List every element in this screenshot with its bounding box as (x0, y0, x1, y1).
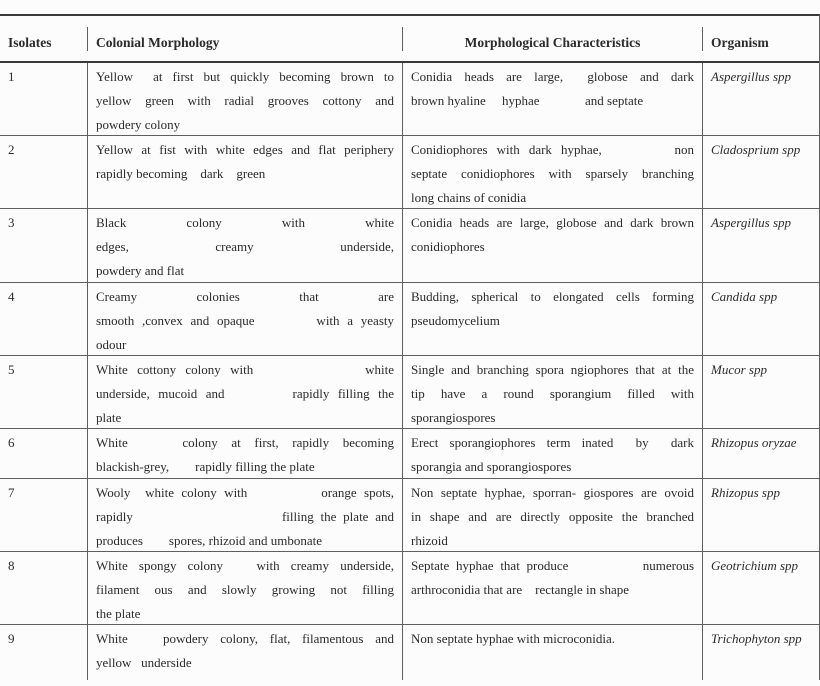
isolate-number: 7 (8, 485, 15, 500)
organism-cell (703, 479, 819, 551)
text-line: arthroconidia that are rectangle in shape (411, 582, 630, 597)
isolate-number: 3 (8, 215, 15, 230)
table-row (0, 208, 819, 282)
text-line: conidiophores (411, 239, 485, 254)
characteristics-cell (403, 136, 703, 208)
colonial-morphology-cell (88, 479, 403, 551)
organism-cell (703, 136, 819, 208)
text-line: Black colony with white (96, 215, 394, 230)
text-line: edges, creamy underside, (96, 239, 394, 254)
characteristics-cell (403, 356, 703, 428)
characteristics-cell (403, 552, 703, 624)
organism-name: Cladosprium spp (711, 142, 801, 157)
isolate-cell (0, 209, 88, 282)
organism-cell (703, 625, 819, 680)
text-line: Wooly white colony with orange spots, (96, 485, 394, 500)
text-line: filament ous and slowly growing not filling (96, 582, 394, 597)
isolate-cell (0, 552, 88, 624)
characteristics-cell (403, 283, 703, 355)
text-line: blackish-grey, rapidly filling the plate (96, 459, 315, 474)
text-line: rapidly becoming dark green (96, 166, 266, 181)
table-row (0, 551, 819, 624)
text-line: underside, mucoid and rapidly filling the (96, 386, 394, 401)
isolate-cell (0, 625, 88, 680)
table-body (0, 63, 819, 680)
colonial-morphology-cell (88, 63, 403, 135)
text-line: Conidia heads are large, globose and dark (411, 69, 694, 84)
text-line: rhizoid (411, 533, 448, 548)
colonial-morphology-cell (88, 356, 403, 428)
text-line: odour (96, 337, 127, 352)
table-row (0, 478, 819, 551)
characteristics-cell (403, 209, 703, 282)
isolate-number: 1 (8, 69, 15, 84)
characteristics-cell (403, 479, 703, 551)
colonial-morphology-cell (88, 209, 403, 282)
text-line: pseudomycelium (411, 313, 500, 328)
text-line: long chains of conidia (411, 190, 527, 205)
isolates-table (0, 14, 820, 680)
isolate-number: 5 (8, 362, 15, 377)
isolate-cell (0, 429, 88, 478)
organism-name: Trichophyton spp (711, 631, 802, 646)
colonial-morphology-cell (88, 283, 403, 355)
isolate-number: 8 (8, 558, 15, 573)
text-line: Creamy colonies that are (96, 289, 394, 304)
characteristics-cell (403, 625, 703, 680)
isolate-cell (0, 283, 88, 355)
organism-name: Aspergillus spp (711, 215, 792, 230)
organism-name: Mucor spp (711, 362, 767, 377)
text-line: Budding, spherical to elongated cells forming (411, 289, 694, 304)
organism-name: Rhizopus oryzae (711, 435, 797, 450)
text-line: sporangiospores (411, 410, 496, 425)
isolate-number: 9 (8, 631, 15, 646)
colonial-morphology-cell (88, 625, 403, 680)
text-line: Single and branching spora ngiophores that at the (411, 362, 694, 377)
text-line: sporangia and sporangiospores (411, 459, 572, 474)
isolate-number: 6 (8, 435, 15, 450)
column-header-morphological-characteristics: Morphological Characteristics (403, 27, 703, 51)
text-line: Non septate hyphae, sporran- giospores are ovoid (411, 485, 694, 500)
text-line: Non septate hyphae with microconidia. (411, 631, 615, 646)
isolate-cell (0, 63, 88, 135)
table-row (0, 282, 819, 355)
text-line: rapidly filling the plate and (96, 509, 394, 524)
text-line: in shape and are directly opposite the branched (411, 509, 694, 524)
column-header-isolates: Isolates (0, 27, 88, 51)
characteristics-cell (403, 63, 703, 135)
organism-cell (703, 429, 819, 478)
text-line: Yellow at fist with white edges and flat periphery (96, 142, 394, 157)
table-row (0, 355, 819, 428)
organism-name: Rhizopus spp (711, 485, 780, 500)
text-line: produces spores, rhizoid and umbonate (96, 533, 323, 548)
text-line: White cottony colony with white (96, 362, 394, 377)
text-line: septate conidiophores with sparsely branching (411, 166, 694, 181)
organism-cell (703, 356, 819, 428)
organism-cell (703, 63, 819, 135)
table-row (0, 63, 819, 135)
organism-cell (703, 283, 819, 355)
text-line: tip have a round sporangium filled with (411, 386, 694, 401)
text-line: the plate (96, 606, 141, 621)
text-line: White colony at first, rapidly becoming (96, 435, 394, 450)
document-page (0, 14, 820, 686)
isolate-number: 2 (8, 142, 15, 157)
organism-name: Candida spp (711, 289, 778, 304)
text-line: Septate hyphae that produce numerous (411, 558, 694, 573)
text-line: yellow underside (96, 655, 192, 670)
table-header-row (0, 16, 819, 63)
text-line: plate (96, 410, 122, 425)
text-line: powdery colony (96, 117, 181, 132)
isolate-cell (0, 136, 88, 208)
table-row (0, 135, 819, 208)
text-line: yellow green with radial grooves cottony and (96, 93, 394, 108)
isolate-cell (0, 356, 88, 428)
text-line: Erect sporangiophores term inated by dark (411, 435, 694, 450)
colonial-morphology-cell (88, 552, 403, 624)
column-header-organism: Organism (711, 34, 769, 50)
table-row (0, 624, 819, 680)
colonial-morphology-cell (88, 429, 403, 478)
organism-name: Geotrichium spp (711, 558, 799, 573)
text-line: Conidia heads are large, globose and dark brown (411, 215, 694, 230)
isolate-number: 4 (8, 289, 15, 304)
text-line: brown hyaline hyphae and septate (411, 93, 644, 108)
column-header-colonial-morphology: Colonial Morphology (88, 27, 403, 51)
text-line: smooth ,convex and opaque with a yeasty (96, 313, 394, 328)
table-row (0, 428, 819, 478)
text-line: Yellow at first but quickly becoming brown to (96, 69, 394, 84)
text-line: White spongy colony with creamy underside, (96, 558, 394, 573)
isolate-cell (0, 479, 88, 551)
organism-cell (703, 552, 819, 624)
text-line: Conidiophores with dark hyphae, non (411, 142, 694, 157)
characteristics-cell (403, 429, 703, 478)
colonial-morphology-cell (88, 136, 403, 208)
organism-name: Aspergillus spp (711, 69, 792, 84)
text-line: powdery and flat (96, 263, 185, 278)
text-line: White powdery colony, flat, filamentous and (96, 631, 394, 646)
organism-cell (703, 209, 819, 282)
